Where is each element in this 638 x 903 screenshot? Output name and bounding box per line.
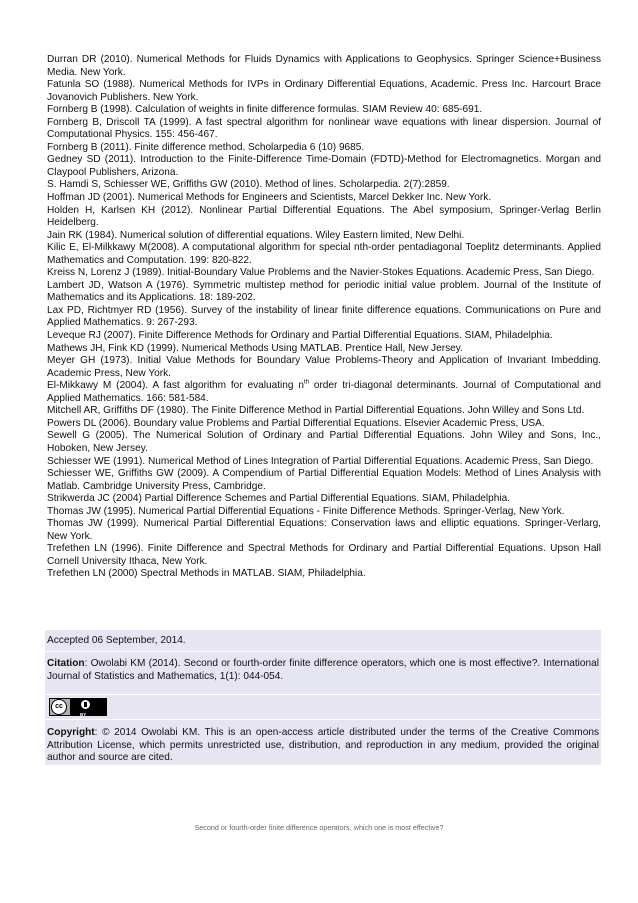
reference-item [47,380,601,405]
reference-item-end: order tri-diagonal determinants. Journal of Computational and Applied Mathematics. 166: 581-584. [47,380,601,404]
reference-item: Mitchell AR, Griffiths DF (1980). The Finite Difference Method in Partial Differential Equations. John Willey and Sons Ltd. [47,405,585,417]
reference-item: Thomas JW (1999). Numerical Partial Differential Equations: Conservation laws and elliptic equations. Springer-Verlarg, New York. [47,518,601,542]
reference-item: Trefethen LN (2000) Spectral Methods in MATLAB. SIAM, Philadelphia. [47,568,366,580]
reference-item: Jain RK (1984). Numerical solution of differential equations. Wiley Eastern limited, New Delhi. [47,229,465,241]
citation-box [45,652,601,694]
reference-item: Schiesser WE (1991). Numerical Method of Lines Integration of Partial Differential Equations. Academic Press, San Diego. [47,455,594,467]
cc-by-icon[interactable] [49,698,107,716]
citation-label: Citation [47,658,85,669]
superscript: th [303,379,309,386]
reference-item: Meyer GH (1973). Initial Value Methods for Boundary Value Problems-Theory and Application of Invariant Imbedding. Academic Press, New York. [47,355,601,379]
reference-item: Holden H, Karlsen KH (2012). Nonlinear Partial Differential Equations. The Abel symposium, Springer-Verlag Berlin Heidelberg. [47,204,601,229]
accepted-date-box [45,630,601,651]
by-label: BY [80,712,87,717]
reference-item: Fatunla SO (1988). Numerical Methods for IVPs in Ordinary Differential Equations, Academic. Press Inc. Harcourt Brace Jovanovich Publishers. New York. [47,79,601,103]
reference-item: Mathews JH, Fink KD (1999). Numerical Methods Using MATLAB. Prentice Hall, New Jersey. [47,342,463,354]
reference-item: Strikwerda JC (2004) Partial Difference Schemes and Partial Differential Equations. SIAM, Philadelphia. [47,493,511,505]
reference-item: Fornberg B (1998). Calculation of weights in finite difference formulas. SIAM Review 40: 685-691. [47,104,483,116]
reference-item-start: El-Mikkawy M (2004). A fast algorithm for evaluating n [47,380,304,392]
license-box [45,695,601,719]
copyright-label: Copyright [47,727,95,738]
reference-item: Schiesser WE, Griffiths GW (2009). A Compendium of Partial Differential Equation Models: Method of Lines Analysis with Matlab. Cambridge University Press, Cambridge. [47,468,601,492]
reference-item: Leveque RJ (2007). Finite Difference Methods for Ordinary and Partial Differential Equations. SIAM, Philadelphia. [47,330,553,342]
reference-item: Hoffman JD (2001). Numerical Methods for Engineers and Scientists, Marcel Dekker Inc. New York. [47,192,492,204]
reference-item: Fornberg B (2011). Finite difference method. Scholarpedia 6 (10) 9685. [47,141,365,153]
reference-item: Gedney SD (2011). Introduction to the Finite-Difference Time-Domain (FDTD)-Method for Electromagnetics. Morgan and Claypool Publishers, Arizona. [47,154,601,178]
reference-list [47,54,601,581]
reference-item: Lax PD, Richtmyer RD (1956). Survey of the instability of linear finite difference equations. Communications on Pure and Applied Mathematics. 9: 267-293. [47,304,601,329]
reference-item: Kreiss N, Lorenz J (1989). Initial-Boundary Value Problems and the Navier-Stokes Equations. Academic Press, San Diego. [47,267,595,279]
cc-logo: cc [51,699,67,715]
reference-item: Sewell G (2005). The Numerical Solution of Ordinary and Partial Differential Equations. John Wiley and Sons, Inc., Hoboken, New Jersey. [47,430,601,454]
reference-item: Kilic E, El-Milkkawy M(2008). A computational algorithm for special nth-order pentadiagonal Toeplitz determinants. Applied Mathematics and Computation. 199: 820-822. [47,242,601,266]
copyright-box [45,720,601,765]
reference-item: S. Hamdi S, Schiesser WE, Griffiths GW (2010). Method of lines. Scholarpedia. 2(7):2859. [47,179,450,191]
reference-item: Thomas JW (1995). Numerical Partial Differential Equations - Finite Difference Methods. Springer-Verlag, New York. [47,505,565,517]
reference-item: Lambert JD, Watson A (1976). Symmetric multistep method for periodic initial value problem. Journal of the Institute of Mathematics and its Applications. 18: 189-202. [47,279,601,304]
reference-item: Fornberg B, Driscoll TA (1999). A fast spectral algorithm for nonlinear wave equations with linear dispersion. Journal of Computational Physics. 155: 456-467. [47,116,601,141]
reference-item: Powers DL (2006). Boundary value Problems and Partial Differential Equations. Elsevier Academic Press, USA. [47,417,545,429]
reference-item: Durran DR (2010). Numerical Methods for Fluids Dynamics with Applications to Geophysics. Springer Science+Business Media. New York. [47,54,601,78]
attribution-person-icon [81,700,90,709]
page-footer: Second or fourth-order finite difference operators, which one is most effective? [194,823,444,832]
copyright-text: : © 2014 Owolabi KM. This is an open-access article distributed under the terms of the Creative Commons Attribution License, which permits unrestricted use, distribution, and reproduction in any medium, provided the original author and source are cited. [47,727,599,763]
reference-item: Trefethen LN (1996). Finite Difference and Spectral Methods for Ordinary and Partial Differential Equations. Upson Hall Cornell University Ithaca, New York. [47,543,601,567]
citation-text: : Owolabi KM (2014). Second or fourth-order finite difference operators, which one is most effective?. International Journal of Statistics and Mathematics, 1(1): 044-054. [47,658,599,682]
accepted-date: Accepted 06 September, 2014. [47,635,186,646]
